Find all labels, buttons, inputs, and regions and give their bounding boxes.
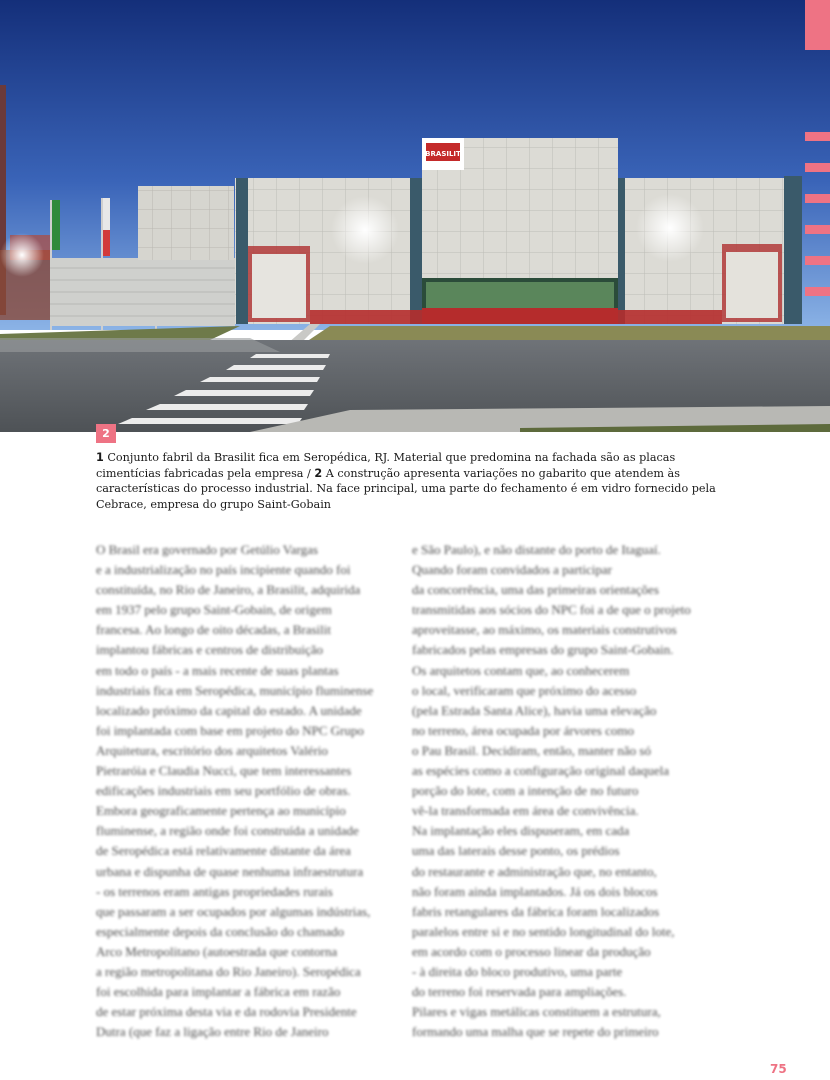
section-tab-bar	[805, 132, 830, 141]
section-tab-bar	[805, 163, 830, 172]
section-tab-bar	[805, 194, 830, 203]
body-line: do terreno foi reservada para ampliações.	[412, 984, 627, 1000]
body-line: transmitidas aos sócios do NPC foi a de que o projeto	[412, 602, 691, 618]
body-line: do restaurante e administração que, no entanto,	[412, 863, 657, 879]
caption-number-2: 2	[314, 466, 323, 480]
body-line: fluminense, a região onde foi construída a unidade	[96, 823, 359, 839]
body-line: não foram ainda implantados. Já os dois blocos	[412, 883, 658, 899]
caption-number-1: 1	[96, 451, 104, 464]
body-line: de Seropédica está relativamente distante da área	[96, 843, 351, 859]
body-line: Na implantação eles dispuseram, em cada	[412, 823, 630, 839]
body-line: paralelos entre si e no sentido longitudinal do lote,	[412, 923, 675, 939]
body-line: em acordo com o processo linear da produção	[412, 943, 651, 959]
body-line: industriais fica em Seropédica, município fluminense	[96, 682, 374, 698]
body-line: fabris retangulares da fábrica foram localizados	[412, 903, 660, 919]
body-line: aproveitasse, ao máximo, os materiais construtivos	[412, 622, 677, 638]
body-line: em todo o país - a mais recente de suas plantas	[96, 662, 339, 678]
body-line: e São Paulo), e não distante do porto de Itaguaí.	[412, 542, 661, 557]
brasilit-logo: BRASILIT	[425, 150, 461, 158]
caption-text-1: Conjunto fabril da Brasilit fica em Seropédica, RJ. Material que predomina na fachada são as placas cimentícias fabricadas pela empresa /	[96, 451, 676, 480]
body-line: francesa. Ao longo de oito décadas, a Brasilit	[96, 622, 332, 638]
body-line: formando uma malha que se repete do primeiro	[412, 1024, 659, 1040]
body-line: em 1937 pelo grupo Saint-Gobain, de origem	[96, 602, 332, 618]
section-tab-marker	[805, 0, 830, 50]
body-line: no terreno, área ocupada por árvores como	[412, 722, 634, 738]
body-line: localizado próximo da capital do estado. A unidade	[96, 702, 362, 718]
caption-text-2: A construção apresenta variações no gabarito que atendem às características do processo industrial. Na face principal, uma parte do fechamento é em vidro fornecido pela Cebrace, empresa do grupo Saint-Gobain	[96, 466, 716, 511]
factory-photo	[0, 0, 830, 432]
photo-caption	[96, 450, 716, 512]
body-column-right	[412, 540, 732, 1042]
body-line: Pilares e vigas metálicas constituem a estrutura,	[412, 1004, 661, 1020]
body-line: uma das laterais desse ponto, os prédios	[412, 843, 620, 859]
body-line: Quando foram convidados a participar	[412, 562, 612, 578]
body-line: Pietraróia e Claudia Nucci, que tem interessantes	[96, 763, 352, 779]
body-line: Arco Metropolitano (autoestrada que contorna	[96, 943, 338, 959]
section-tab-bar	[805, 256, 830, 265]
body-line: Dutra (que faz a ligação entre Rio de Janeiro	[96, 1024, 329, 1040]
body-line: de estar próxima desta via e da rodovia Presidente	[96, 1004, 357, 1020]
body-line: o Pau Brasil. Decidiram, então, manter não só	[412, 742, 651, 758]
body-line: - à direita do bloco produtivo, uma parte	[412, 963, 623, 979]
body-line: a região metropolitana do Rio Janeiro). Seropédica	[96, 963, 361, 979]
body-line: Arquitetura, escritório dos arquitetos Valério	[96, 742, 328, 758]
body-column-left	[96, 540, 416, 1042]
page-number: 75	[770, 1062, 787, 1076]
body-line: que passaram a ser ocupados por algumas indústrias,	[96, 903, 371, 919]
body-line: fabricados pelas empresas do grupo Saint-Gobain.	[412, 642, 674, 658]
body-line: - os terrenos eram antigas propriedades rurais	[96, 883, 333, 899]
body-line: implantou fábricas e centros de distribuição	[96, 642, 324, 658]
body-line: da concorrência, uma das primeiras orientações	[412, 582, 659, 598]
body-line: foi implantada com base em projeto do NPC Grupo	[96, 722, 364, 738]
body-line: porção do lote, com a intenção de no futuro	[412, 783, 639, 799]
body-line: as espécies como a configuração original daquela	[412, 763, 669, 779]
body-line: e a industrialização no país incipiente quando foi	[96, 562, 351, 578]
body-line: constituída, no Rio de Janeiro, a Brasilit, adquirida	[96, 582, 361, 598]
body-line: especialmente depois da conclusão do chamado	[96, 923, 344, 939]
body-line: (pela Estrada Santa Alice), havia uma elevação	[412, 702, 657, 718]
body-line: urbana e dispunha de quase nenhuma infraestrutura	[96, 863, 364, 879]
factory-illustration	[0, 0, 830, 432]
body-line: Os arquitetos contam que, ao conhecerem	[412, 662, 630, 678]
image-number-badge: 2	[96, 424, 116, 443]
body-line: foi escolhida para implantar a fábrica em razão	[96, 984, 341, 1000]
body-line: o local, verificaram que próximo do acesso	[412, 682, 637, 698]
body-line: O Brasil era governado por Getúlio Vargas	[96, 542, 318, 557]
section-tab-bar	[805, 225, 830, 234]
section-tab-bar	[805, 287, 830, 296]
body-line: vê-la transformada em área de convivência.	[412, 803, 639, 819]
body-line: edificações industriais em seu portfólio de obras.	[96, 783, 351, 799]
body-line: Embora geograficamente pertença ao município	[96, 803, 346, 819]
